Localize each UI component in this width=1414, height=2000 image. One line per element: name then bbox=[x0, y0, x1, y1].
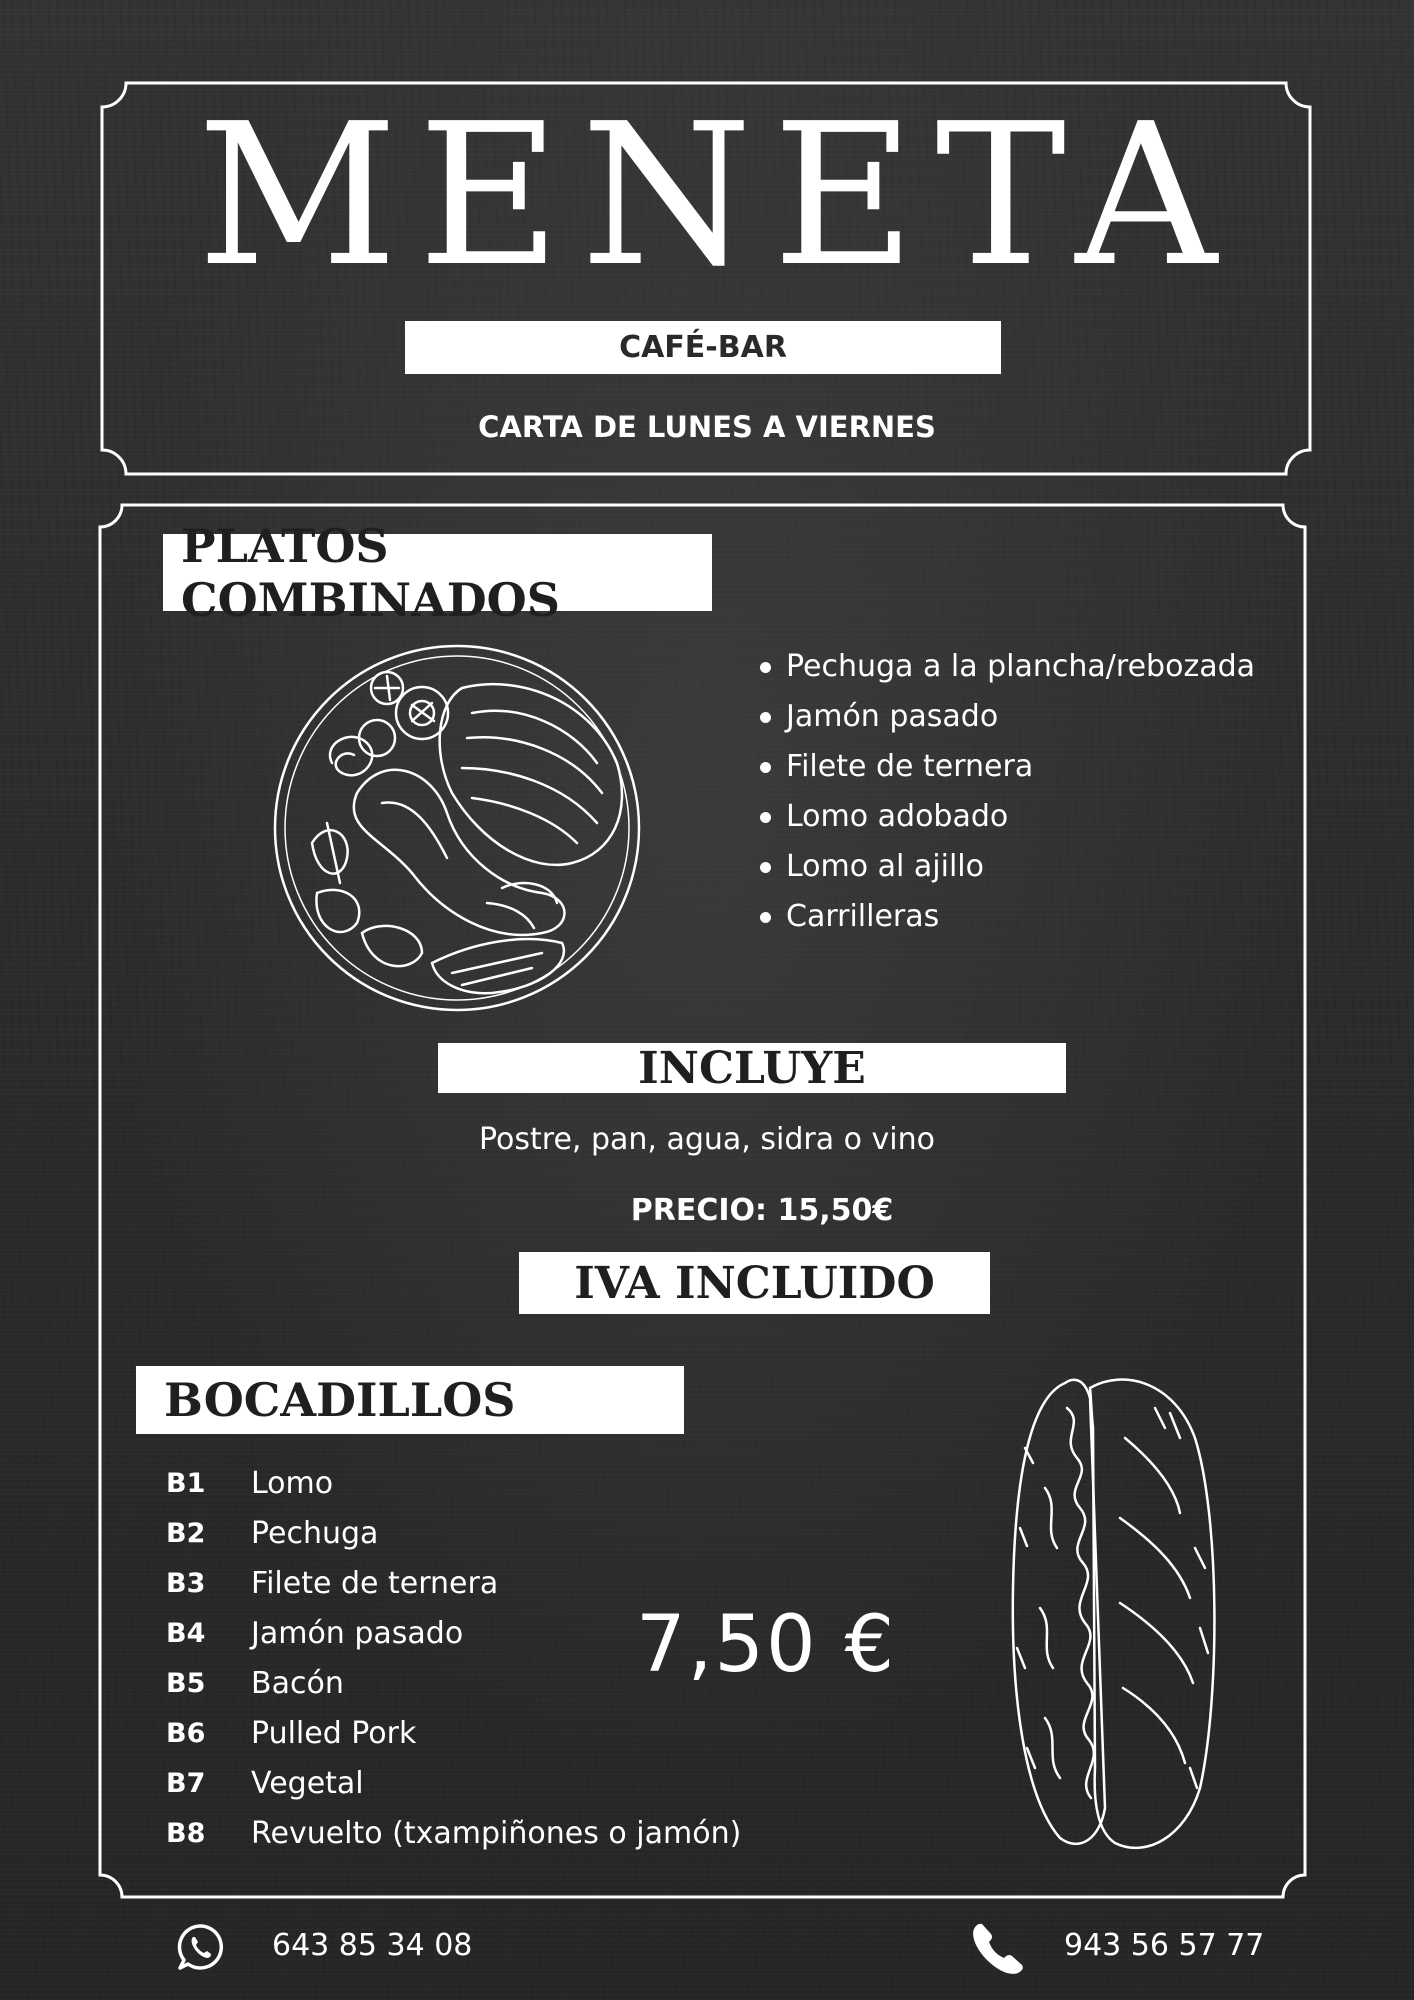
bocadillos-heading-text: BOCADILLOS bbox=[164, 1373, 516, 1427]
list-item: Pechuga a la plancha/rebozada bbox=[758, 642, 1255, 692]
platos-heading-text: PLATOS COMBINADOS bbox=[181, 518, 560, 627]
phone-icon bbox=[970, 1920, 1026, 1976]
includes-heading-text: INCLUYE bbox=[638, 1042, 866, 1094]
sandwich-icon bbox=[1005, 1368, 1225, 1858]
item-name: Pechuga bbox=[251, 1515, 379, 1551]
item-code: B6 bbox=[166, 1717, 206, 1749]
platos-list bbox=[758, 642, 1255, 942]
item-code: B2 bbox=[166, 1517, 206, 1549]
item-code: B5 bbox=[166, 1667, 206, 1699]
item-name: Jamón pasado bbox=[251, 1615, 464, 1651]
list-item: Filete de ternera bbox=[758, 742, 1255, 792]
list-item: Carrilleras bbox=[758, 892, 1255, 942]
item-name: Filete de ternera bbox=[251, 1565, 499, 1601]
list-item: Jamón pasado bbox=[758, 692, 1255, 742]
list-item: Lomo adobado bbox=[758, 792, 1255, 842]
item-code: B3 bbox=[166, 1567, 206, 1599]
tagline-badge bbox=[405, 321, 1001, 374]
item-name: Bacón bbox=[251, 1665, 344, 1701]
list-item: Lomo al ajillo bbox=[758, 842, 1255, 892]
bocadillos-heading bbox=[136, 1366, 684, 1434]
phone-number[interactable]: 943 56 57 77 bbox=[1064, 1928, 1265, 1963]
list-item bbox=[166, 1708, 741, 1758]
item-code: B8 bbox=[166, 1817, 206, 1849]
whatsapp-icon bbox=[176, 1922, 226, 1972]
brand-title: MENETA bbox=[197, 82, 1237, 310]
item-code: B7 bbox=[166, 1767, 206, 1799]
list-item bbox=[166, 1458, 741, 1508]
list-item bbox=[166, 1508, 741, 1558]
platos-heading bbox=[163, 518, 712, 627]
whatsapp-number[interactable]: 643 85 34 08 bbox=[272, 1928, 473, 1963]
menu-subtitle: CARTA DE LUNES A VIERNES bbox=[478, 410, 936, 444]
tax-note-text: IVA INCLUIDO bbox=[574, 1257, 935, 1309]
includes-text: Postre, pan, agua, sidra o vino bbox=[479, 1122, 935, 1157]
tax-note bbox=[519, 1252, 990, 1314]
includes-heading bbox=[438, 1043, 1066, 1093]
item-name: Lomo bbox=[251, 1465, 334, 1501]
item-name: Pulled Pork bbox=[251, 1715, 417, 1751]
plate-of-food-icon bbox=[272, 643, 642, 1013]
list-item bbox=[166, 1808, 741, 1858]
tagline-text: CAFÉ-BAR bbox=[619, 330, 787, 365]
item-name: Vegetal bbox=[251, 1765, 364, 1801]
platos-price: PRECIO: 15,50€ bbox=[630, 1193, 894, 1228]
item-code: B4 bbox=[166, 1617, 206, 1649]
list-item bbox=[166, 1758, 741, 1808]
bocadillos-price: 7,50 € bbox=[636, 1600, 897, 1690]
item-name: Revuelto (txampiñones o jamón) bbox=[251, 1815, 742, 1851]
item-code: B1 bbox=[166, 1467, 206, 1499]
